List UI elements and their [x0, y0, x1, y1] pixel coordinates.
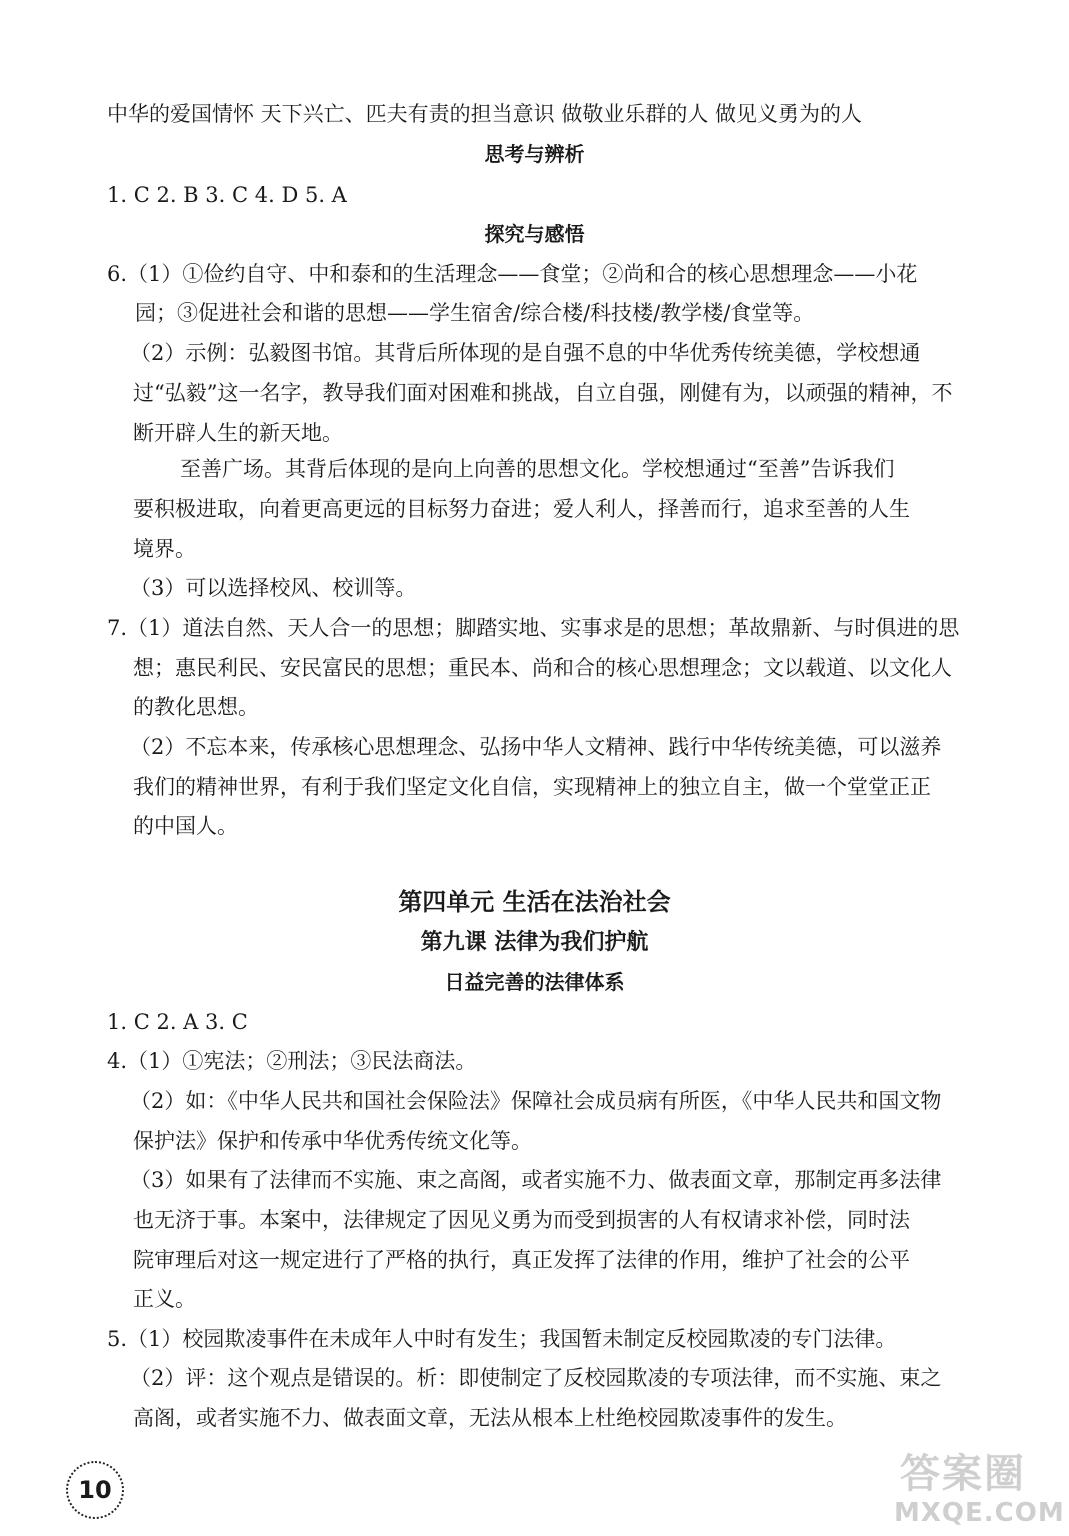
- answer-line: 4.（1）①宪法；②刑法；③民法商法。: [107, 1049, 477, 1073]
- answer-line: 想；惠民利民、安民富民的思想；重民本、尚和合的核心思想理念；文以载道、以文化人: [133, 656, 952, 680]
- answer-line: 1. C 2. A 3. C: [107, 1010, 248, 1034]
- answer-line: 中华的爱国情怀 天下兴亡、匹夫有责的担当意识 做敬业乐群的人 做见义勇为的人: [107, 102, 863, 126]
- answer-line: （2）如：《中华人民共和国社会保险法》保障社会成员病有所医，《中华人民共和国文物: [130, 1089, 942, 1113]
- answer-line: 也无济于事。本案中，法律规定了因见义勇为而受到损害的人有权请求补偿，同时法: [133, 1208, 910, 1232]
- answer-line: 的中国人。: [133, 814, 238, 838]
- answer-line: （2）示例：弘毅图书馆。其背后所体现的是自强不息的中华优秀传统美德，学校想通: [130, 341, 921, 365]
- answer-line: （2）评：这个观点是错误的。析：即使制定了反校园欺凌的专项法律，而不实施、束之: [130, 1366, 942, 1390]
- section-heading: 思考与辨析: [484, 142, 585, 166]
- answer-line: （2）不忘本来，传承核心思想理念、弘扬中华人文精神、践行中华传统美德，可以滋养: [130, 735, 942, 759]
- answer-line: 5.（1）校园欺凌事件在未成年人中时有发生；我国暂未制定反校园欺凌的专门法律。: [107, 1327, 897, 1351]
- answer-line: 至善广场。其背后体现的是向上向善的思想文化。学校想通过“至善”告诉我们: [180, 457, 895, 481]
- answer-line: 境界。: [133, 537, 196, 561]
- answer-line: 的教化思想。: [133, 695, 259, 719]
- answer-line: 要积极进取，向着更高更远的目标努力奋进；爱人利人，择善而行，追求至善的人生: [133, 497, 910, 521]
- page-number: [66, 1461, 124, 1519]
- answer-line: 高阁，或者实施不力、做表面文章，无法从根本上杜绝校园欺凌事件的发生。: [133, 1406, 847, 1430]
- answer-line: 7.（1）道法自然、天人合一的思想；脚踏实地、实事求是的思想；革故鼎新、与时俱进的思: [107, 616, 960, 640]
- answer-line: 6.（1）①俭约自守、中和泰和的生活理念——食堂；②尚和合的核心思想理念——小花: [107, 262, 918, 286]
- answer-line: 保护法》保护和传承中华优秀传统文化等。: [133, 1129, 532, 1153]
- answer-line: 正义。: [133, 1287, 196, 1311]
- answer-line: 院审理后对这一规定进行了严格的执行，真正发挥了法律的作用，维护了社会的公平: [133, 1248, 910, 1272]
- lesson-title: 第九课 法律为我们护航: [420, 930, 649, 955]
- watermark: [890, 1440, 1065, 1536]
- answer-line: 断开辟人生的新天地。: [133, 421, 343, 445]
- answer-line: 1. C 2. B 3. C 4. D 5. A: [107, 183, 347, 207]
- answer-line: 园；③促进社会和谐的思想——学生宿舍/综合楼/科技楼/教学楼/食堂等。: [135, 301, 815, 325]
- page-number-text: 10: [78, 1476, 112, 1504]
- answer-line: 过“弘毅”这一名字，教导我们面对困难和挑战，自立自强，刚健有为，以顽强的精神，不: [133, 381, 953, 405]
- section-heading: 探究与感悟: [484, 222, 585, 246]
- section-heading: 日益完善的法律体系: [444, 970, 625, 994]
- answer-line: （3）如果有了法律而不实施、束之高阁，或者实施不力、做表面文章，那制定再多法律: [130, 1168, 942, 1192]
- answer-line: （3）可以选择校风、校训等。: [130, 576, 417, 600]
- watermark-url-text: MXQE.COM: [894, 1498, 1065, 1528]
- answer-line: 我们的精神世界，有利于我们坚定文化自信，实现精神上的独立自主，做一个堂堂正正: [133, 775, 931, 799]
- watermark-logo-text: 答案圈: [900, 1451, 1026, 1497]
- unit-title: 第四单元 生活在法治社会: [398, 888, 671, 916]
